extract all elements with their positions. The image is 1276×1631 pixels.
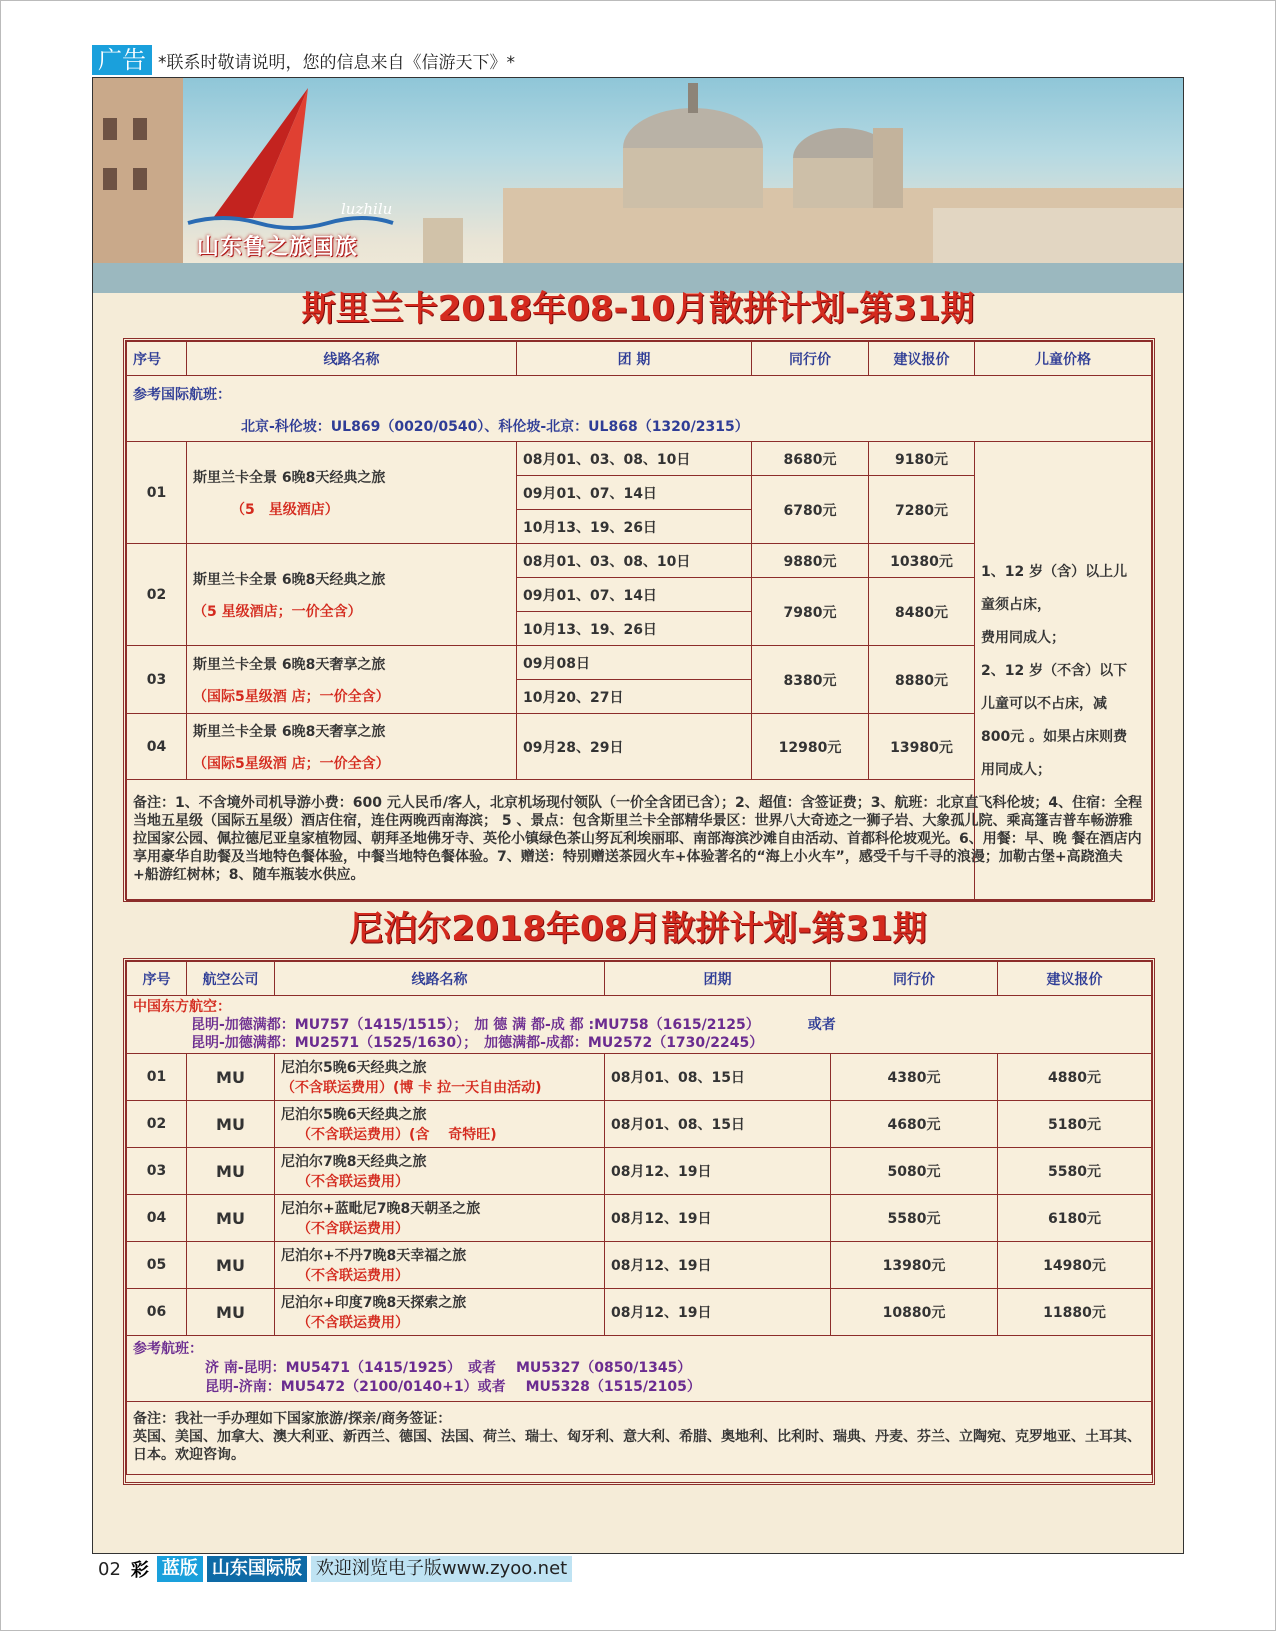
suggested-price: 13980元	[869, 714, 975, 780]
col-header-route: 线路名称	[275, 962, 605, 996]
route-name: 尼泊尔5晚6天经典之旅	[281, 1107, 427, 1123]
srilanka-remark: 备注：1、不含境外司机导游小费：600 元人民币/客人，北京机场现付领队（一价全含团已含）；2、超值：含签证费；3、航班：北京直飞科伦坡；4、住宿：全程当地五星级（国际五星级）酒店住宿，连住两晚西南海滨； 5 、景点：包含斯里兰卡全部精华景区：世界八大奇迹之一狮子岩、大象孤儿院、乘高篷吉普车畅游雅拉国家公园、佩拉德尼亚皇家植物园、朝拜圣地佛牙寺、英伦小镇绿色茶山努瓦利埃丽耶、南部海滨沙滩自由活动、首都科伦坡观光。6、用餐：早、晚 餐在酒店内享用豪华自助餐及当地特色餐体验，中餐当地特色餐体验。7、赠送：特别赠送茶园火车+体验著名的“海上小火车”，感受千与千寻的浪漫；加勒古堡+高跷渔夫+船游红树林；8、随车瓶装水供应。	[127, 780, 1152, 901]
child-price-line: 费用同成人；	[981, 629, 1065, 646]
nepal-remark-title: 备注：我社一手办理如下国家旅游/探亲/商务签证：	[133, 1411, 452, 1427]
route-name: 尼泊尔5晚6天经典之旅	[281, 1060, 427, 1076]
tour-date: 09月08日	[517, 646, 752, 680]
child-price-line: 儿童可以不占床，减	[981, 695, 1107, 712]
ad-header	[92, 46, 515, 74]
col-header-child-price: 儿童价格	[975, 342, 1152, 376]
srilanka-title: 斯里兰卡2018年08-10月散拼计划-第31期	[301, 289, 975, 329]
tour-date: 10月20、27日	[517, 680, 752, 714]
ref-flight-line-1	[205, 1359, 1145, 1378]
row-no: 04	[127, 1195, 187, 1242]
or-label: 或者	[807, 1017, 836, 1033]
row-route	[275, 1195, 605, 1242]
route-note: （不含联运费用）(博 卡 拉一天自由活动)	[281, 1080, 542, 1096]
tour-date: 08月12、19日	[605, 1242, 831, 1289]
suggested-price: 8880元	[869, 646, 975, 714]
nepal-title: 尼泊尔2018年08月散拼计划-第31期	[349, 909, 927, 949]
route-note: （国际5星级酒 店；一价全含）	[193, 688, 390, 705]
row-route	[187, 714, 517, 780]
row-airline: MU	[187, 1054, 275, 1101]
tour-date: 08月01、03、08、10日	[517, 442, 752, 476]
reference-flights	[127, 1336, 1152, 1402]
tour-date: 09月01、07、14日	[517, 476, 752, 510]
row-no: 03	[127, 1148, 187, 1195]
col-header-dates: 团期	[605, 962, 831, 996]
flight-2: 昆明-加德满都：MU2571（1525/1630）； 加德满都-成都：MU2572（1730/2245）	[191, 1035, 764, 1051]
region-badge: 山东国际版	[207, 1556, 307, 1582]
flight-line-1	[191, 1016, 1145, 1034]
col-header-airline: 航空公司	[187, 962, 275, 996]
ref-flights-label: 参考航班：	[133, 1341, 203, 1357]
route-name: 斯里兰卡全景 6晚8天奢享之旅	[193, 723, 386, 740]
website-link[interactable]: 欢迎浏览电子版www.zyoo.net	[311, 1556, 572, 1582]
ref-flight-2b: MU5328（1515/2105）	[525, 1379, 701, 1395]
row-no: 02	[127, 1101, 187, 1148]
row-route	[187, 646, 517, 714]
airline-info	[127, 996, 1152, 1054]
tour-date: 08月01、08、15日	[605, 1101, 831, 1148]
col-header-trade-price: 同行价	[831, 962, 998, 996]
trade-price: 8380元	[752, 646, 869, 714]
tour-date: 08月12、19日	[605, 1195, 831, 1242]
airline-label: 中国东方航空：	[133, 999, 231, 1015]
trade-price: 5080元	[831, 1148, 998, 1195]
route-note: （不含联运费用）(含 奇特旺)	[297, 1127, 497, 1143]
tour-date: 10月13、19、26日	[517, 612, 752, 646]
row-route	[275, 1148, 605, 1195]
route-name: 斯里兰卡全景 6晚8天经典之旅	[193, 469, 386, 486]
logo-script: luzhilu	[341, 200, 393, 218]
ref-flight-1a: 济 南-昆明：MU5471（1415/1925） 或者	[205, 1360, 496, 1376]
route-name: 尼泊尔+蓝毗尼7晚8天朝圣之旅	[281, 1201, 481, 1217]
row-airline: MU	[187, 1242, 275, 1289]
trade-price: 10880元	[831, 1289, 998, 1336]
child-price-line: 800元 。如果占床则费	[981, 728, 1128, 745]
route-note: （不含联运费用）	[297, 1221, 409, 1237]
trade-price: 4380元	[831, 1054, 998, 1101]
nepal-table	[126, 961, 1152, 1475]
banner-image	[93, 78, 1183, 293]
trade-price: 6780元	[752, 476, 869, 544]
child-price-line: 用同成人；	[981, 761, 1051, 778]
route-note: （国际5星级酒 店；一价全含）	[193, 755, 390, 772]
suggested-price: 14980元	[998, 1242, 1152, 1289]
route-note: （不含联运费用）	[297, 1174, 409, 1190]
page-number: 02	[98, 1558, 121, 1580]
route-name: 斯里兰卡全景 6晚8天经典之旅	[193, 571, 386, 588]
row-route	[275, 1054, 605, 1101]
trade-price: 13980元	[831, 1242, 998, 1289]
trade-price: 8680元	[752, 442, 869, 476]
logo-text: 山东鲁之旅国旅	[197, 235, 359, 260]
row-route	[275, 1101, 605, 1148]
route-name: 尼泊尔7晚8天经典之旅	[281, 1154, 427, 1170]
row-airline: MU	[187, 1289, 275, 1336]
row-airline: MU	[187, 1148, 275, 1195]
disclaimer: *联系时敬请说明，您的信息来自《信游天下》*	[158, 52, 515, 73]
row-no: 02	[127, 544, 187, 646]
nepal-remark	[127, 1402, 1152, 1475]
col-header-no: 序号	[127, 962, 187, 996]
row-route	[275, 1242, 605, 1289]
tour-date: 08月01、08、15日	[605, 1054, 831, 1101]
col-header-route: 线路名称	[187, 342, 517, 376]
row-no: 01	[127, 442, 187, 544]
tour-date: 09月28、29日	[517, 714, 752, 780]
ref-flight-2a: 昆明-济南：MU5472（2100/0140+1）或者	[205, 1379, 506, 1395]
ad-label: 广告	[92, 45, 152, 75]
row-no: 03	[127, 646, 187, 714]
suggested-price: 10380元	[869, 544, 975, 578]
suggested-price: 9180元	[869, 442, 975, 476]
flights-label: 参考国际航班：	[133, 387, 231, 403]
table-row	[127, 1101, 1152, 1148]
suggested-price: 6180元	[998, 1195, 1152, 1242]
route-note: （5 星级酒店；一价全含）	[193, 603, 362, 620]
trade-price: 9880元	[752, 544, 869, 578]
route-name: 尼泊尔+印度7晚8天探索之旅	[281, 1295, 467, 1311]
trade-price: 4680元	[831, 1101, 998, 1148]
tour-date: 10月13、19、26日	[517, 510, 752, 544]
flight-1: 昆明-加德满都：MU757（1415/1515）； 加 德 满 都-成 都 :MU758（1615/2125）	[191, 1017, 760, 1033]
trade-price: 5580元	[831, 1195, 998, 1242]
row-no: 04	[127, 714, 187, 780]
child-price-line: 1、12 岁（含）以上儿	[981, 563, 1128, 580]
col-header-no: 序号	[127, 342, 187, 376]
table-row	[127, 442, 1152, 476]
row-airline: MU	[187, 1195, 275, 1242]
row-airline: MU	[187, 1101, 275, 1148]
row-no: 05	[127, 1242, 187, 1289]
tour-date: 08月01、03、08、10日	[517, 544, 752, 578]
col-header-dates: 团 期	[517, 342, 752, 376]
route-note: （不含联运费用）	[297, 1315, 409, 1331]
suggested-price: 7280元	[869, 476, 975, 544]
advert-page	[92, 77, 1184, 1554]
ref-flight-line-2	[205, 1378, 1145, 1397]
suggested-price: 5180元	[998, 1101, 1152, 1148]
tour-date: 09月01、07、14日	[517, 578, 752, 612]
nepal-table-box	[123, 958, 1155, 1485]
trade-price: 12980元	[752, 714, 869, 780]
suggested-price: 8480元	[869, 578, 975, 646]
nepal-remark-body: 英国、美国、加拿大、澳大利亚、新西兰、德国、法国、荷兰、瑞士、匈牙利、意大利、希腊、奥地利、比利时、瑞典、丹麦、芬兰、立陶宛、克罗地亚、土耳其、日本。欢迎咨询。	[133, 1429, 1141, 1463]
srilanka-table-box	[123, 338, 1155, 902]
row-route	[187, 442, 517, 544]
row-no: 06	[127, 1289, 187, 1336]
trade-price: 7980元	[752, 578, 869, 646]
row-route	[187, 544, 517, 646]
route-name: 斯里兰卡全景 6晚8天奢享之旅	[193, 656, 386, 673]
route-note: （不含联运费用）	[297, 1268, 409, 1284]
col-header-suggested-price: 建议报价	[998, 962, 1152, 996]
page-footer	[98, 1556, 572, 1582]
route-note: （5 星级酒店）	[231, 501, 339, 518]
table-row	[127, 1054, 1152, 1101]
row-no: 01	[127, 1054, 187, 1101]
table-row	[127, 1195, 1152, 1242]
srilanka-table	[126, 341, 1152, 901]
edition-badge: 蓝版	[157, 1556, 203, 1582]
child-price-line: 童须占床，	[981, 596, 1051, 613]
row-route	[275, 1289, 605, 1336]
suggested-price: 5580元	[998, 1148, 1152, 1195]
ref-flight-1b: MU5327（0850/1345）	[516, 1360, 692, 1376]
table-row	[127, 1242, 1152, 1289]
route-name: 尼泊尔+不丹7晚8天幸福之旅	[281, 1248, 467, 1264]
color-mark: 彩	[130, 1560, 149, 1581]
col-header-trade-price: 同行价	[752, 342, 869, 376]
flights-detail: 北京-科伦坡：UL869（0020/0540）、科伦坡-北京：UL868（1320/2315）	[241, 419, 749, 435]
tour-date: 08月12、19日	[605, 1148, 831, 1195]
table-row	[127, 1148, 1152, 1195]
suggested-price: 4880元	[998, 1054, 1152, 1101]
flight-info	[127, 376, 1152, 442]
col-header-suggested-price: 建议报价	[869, 342, 975, 376]
child-price-line: 2、12 岁（不含）以下	[981, 662, 1128, 679]
suggested-price: 11880元	[998, 1289, 1152, 1336]
table-row	[127, 1289, 1152, 1336]
tour-date: 08月12、19日	[605, 1289, 831, 1336]
